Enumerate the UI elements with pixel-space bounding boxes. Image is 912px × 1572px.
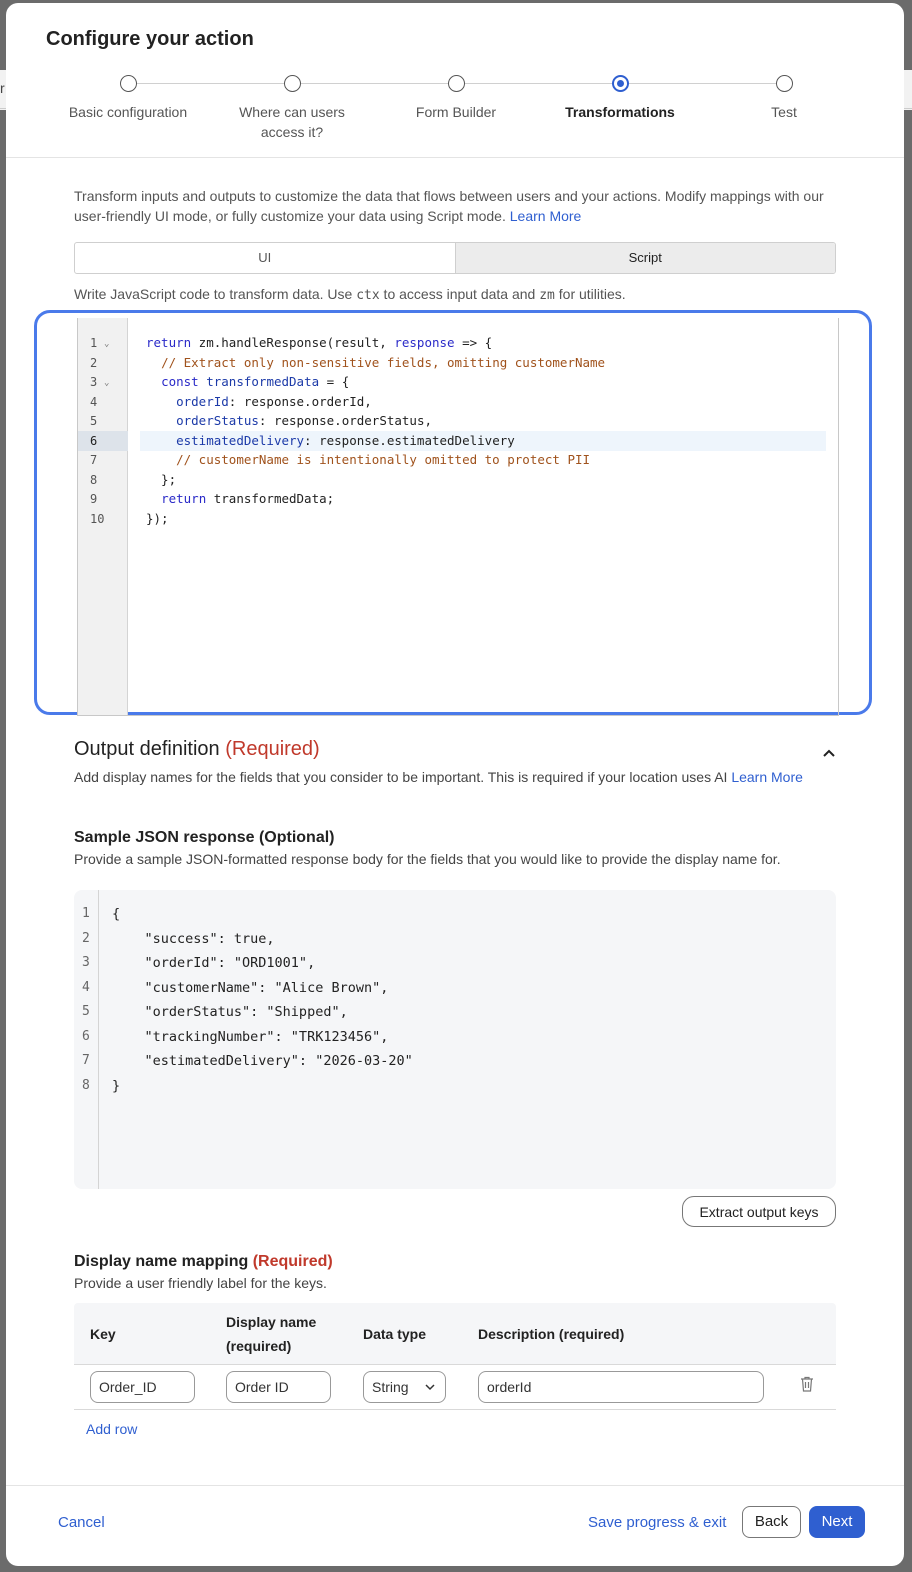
output-definition-title: Output definition (Required) xyxy=(74,738,320,760)
code-text: // customerName is intentionally omitted to protect PII xyxy=(176,452,591,467)
json-text: "estimatedDelivery": "2026-03-20" xyxy=(112,1053,413,1069)
json-line xyxy=(74,1049,814,1073)
step-indicator-active xyxy=(612,75,629,92)
dialog-header xyxy=(6,3,904,158)
chevron-up-icon[interactable] xyxy=(822,746,836,760)
extract-output-keys-button[interactable]: Extract output keys xyxy=(682,1196,836,1227)
display-name-input[interactable]: Order ID xyxy=(226,1371,331,1403)
code-text: orderStatus: response.orderStatus, xyxy=(176,413,432,428)
output-definition-desc: Add display names for the fields that you consider to be important. This is required if your location uses AI Learn More xyxy=(74,769,803,785)
json-text: } xyxy=(112,1077,121,1094)
json-text: { xyxy=(112,906,121,922)
json-text: "customerName": "Alice Brown", xyxy=(112,979,389,996)
step-transformations[interactable]: Transformations xyxy=(538,75,702,122)
json-text: "orderId": "ORD1001", xyxy=(112,955,316,971)
column-description: Description (required) xyxy=(478,1326,625,1342)
cancel-button[interactable]: Cancel xyxy=(58,1514,105,1531)
mapping-title: Display name mapping xyxy=(74,1253,249,1270)
chevron-down-icon xyxy=(425,1383,435,1391)
column-data-type: Data type xyxy=(363,1326,427,1342)
table-row xyxy=(74,1365,836,1410)
mapping-required: (Required) xyxy=(252,1253,333,1270)
tab-ui[interactable]: UI xyxy=(258,250,272,265)
code-line xyxy=(78,450,838,470)
line-number: 9 xyxy=(90,492,98,506)
transform-intro: Transform inputs and outputs to customize the data that flows between users and your actions. Modify mappings with our user-friendly UI mode, or fully customize your data using Script mode. Learn More xyxy=(74,188,824,224)
script-code-editor[interactable] xyxy=(77,318,839,716)
next-button[interactable]: Next xyxy=(809,1506,865,1538)
output-definition-section xyxy=(74,738,836,869)
column-display-name: Display name (required) xyxy=(226,1314,317,1354)
code-text: return transformedData; xyxy=(161,491,335,506)
script-hint: Write JavaScript code to transform data. Use ctx to access input data and zm for utilities. xyxy=(74,286,626,303)
learn-more-link[interactable]: Learn More xyxy=(509,208,582,224)
code-text: estimatedDelivery: response.estimatedDelivery xyxy=(176,432,515,448)
mode-toggle xyxy=(74,242,836,274)
column-key: Key xyxy=(90,1326,116,1342)
line-number: 8 xyxy=(90,472,98,487)
json-text: "orderStatus": "Shipped", xyxy=(112,1004,348,1020)
code-text: orderId: response.orderId, xyxy=(176,393,372,409)
json-line xyxy=(74,927,814,951)
line-number: 2 xyxy=(90,355,98,370)
line-number: 10 xyxy=(90,511,105,526)
line-number: 5 xyxy=(90,414,98,428)
code-text: }); xyxy=(146,510,169,526)
json-text: "trackingNumber": "TRK123456", xyxy=(112,1028,389,1045)
line-number: 3 xyxy=(82,955,90,970)
step-basic-configuration[interactable]: Basic configuration xyxy=(46,75,210,122)
code-text: return zm.handleResponse(result, response => { xyxy=(146,335,493,350)
code-line xyxy=(78,431,838,451)
code-line xyxy=(78,509,838,529)
background-text: r xyxy=(0,80,5,96)
dialog-title: Configure your action xyxy=(46,28,254,50)
json-line xyxy=(74,902,814,926)
dialog-footer xyxy=(6,1485,904,1566)
json-line xyxy=(74,976,814,1000)
mapping-table xyxy=(74,1303,836,1437)
line-number: 7 xyxy=(90,453,98,467)
line-number: 6 xyxy=(82,1028,90,1044)
step-test[interactable]: Test xyxy=(702,75,866,122)
code-line xyxy=(78,353,838,373)
line-number: 3 xyxy=(90,375,98,389)
back-button[interactable]: Back xyxy=(742,1506,801,1538)
line-number: 4 xyxy=(82,979,90,995)
code-text: const transformedData = { xyxy=(161,374,350,389)
code-text: // Extract only non-sensitive fields, omitting customerName xyxy=(161,354,606,370)
code-line xyxy=(78,333,838,353)
mapping-desc: Provide a user friendly label for the keys. xyxy=(74,1275,327,1291)
code-editor-focus-ring xyxy=(34,310,872,715)
line-number: 7 xyxy=(82,1053,90,1068)
step-indicator xyxy=(120,75,137,92)
display-name-mapping-header xyxy=(74,1253,836,1293)
add-row-link[interactable]: Add row xyxy=(86,1421,138,1437)
description-input[interactable]: orderId xyxy=(478,1371,764,1403)
configure-action-dialog xyxy=(6,3,904,1566)
tab-script[interactable]: Script xyxy=(455,243,836,273)
json-line xyxy=(74,1025,814,1049)
code-text: }; xyxy=(146,471,177,487)
line-number: 8 xyxy=(82,1077,90,1093)
code-line xyxy=(78,372,838,392)
fold-chevron-icon: ⌄ xyxy=(104,339,110,349)
sample-json-editor[interactable] xyxy=(74,890,836,1189)
step-form-builder[interactable]: Form Builder xyxy=(374,75,538,122)
line-number: 2 xyxy=(82,930,90,946)
code-line xyxy=(78,489,838,509)
sample-json-title: Sample JSON response (Optional) xyxy=(74,829,335,846)
step-where-can-users-access[interactable]: Where can users access it? xyxy=(210,75,374,142)
save-progress-exit-button[interactable]: Save progress & exit xyxy=(588,1514,727,1531)
output-learn-more-link[interactable]: Learn More xyxy=(731,769,803,785)
sample-json-desc: Provide a sample JSON-formatted response body for the fields that you would like to provide the display name for. xyxy=(74,851,781,867)
code-line xyxy=(78,392,838,412)
fold-chevron-icon: ⌄ xyxy=(104,378,110,388)
trash-icon[interactable] xyxy=(800,1376,814,1392)
transformations-section xyxy=(74,158,836,306)
step-indicator xyxy=(284,75,301,92)
json-text: "success": true, xyxy=(112,930,275,947)
json-line xyxy=(74,951,814,975)
line-number: 6 xyxy=(90,433,98,448)
data-type-select[interactable]: String xyxy=(363,1371,446,1403)
code-line xyxy=(78,411,838,431)
line-number: 1 xyxy=(90,336,98,350)
line-number: 4 xyxy=(90,394,98,409)
line-number: 5 xyxy=(82,1004,90,1019)
key-input[interactable]: Order_ID xyxy=(90,1371,195,1403)
json-line xyxy=(74,1000,814,1024)
json-line xyxy=(74,1074,814,1098)
step-indicator xyxy=(448,75,465,92)
line-number: 1 xyxy=(82,906,90,921)
mapping-table-header xyxy=(74,1303,836,1365)
code-line xyxy=(78,470,838,490)
step-indicator xyxy=(776,75,793,92)
